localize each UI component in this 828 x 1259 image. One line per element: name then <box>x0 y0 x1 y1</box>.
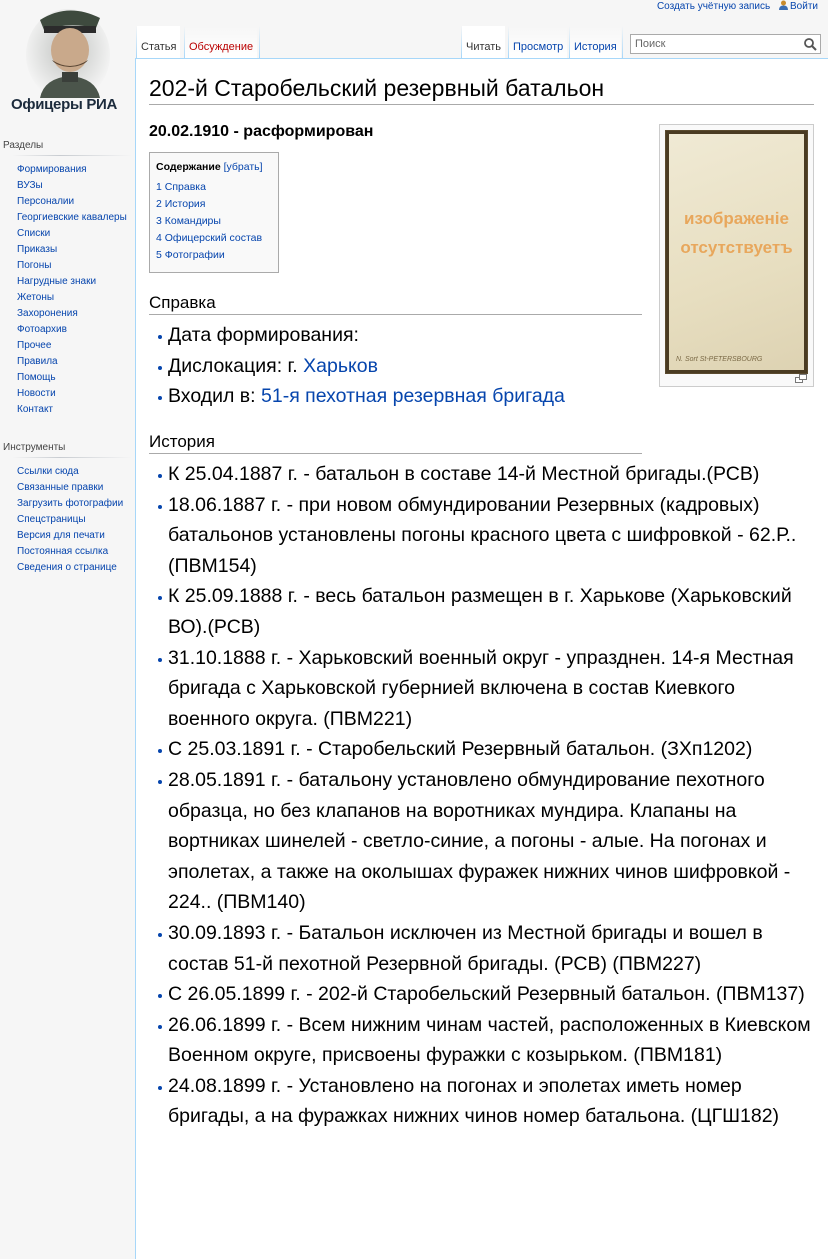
sidebar-item-prikazy[interactable]: Приказы <box>17 244 58 255</box>
sidebar-tools <box>0 442 135 576</box>
search-icon[interactable] <box>803 37 817 51</box>
history-item: 31.10.1888 г. - Харьковский военный округ - упразднен. 14-я Местная бригада с Харьковской губернией включена в состав Киевкого военного округа. (ПВМ221) <box>157 643 817 735</box>
sidebar-item-nagrudnye-znaki[interactable]: Нагрудные знаки <box>17 276 97 287</box>
sidebar-tool-permalink[interactable]: Постоянная ссылка <box>17 546 109 557</box>
section-heading-spravka: Справка <box>149 293 642 315</box>
history-item: С 26.05.1899 г. - 202-й Старобельский Резервный батальон. (ПВМ137) <box>157 979 817 1010</box>
history-item: 26.06.1899 г. - Всем нижним чинам частей, расположенных в Киевском Военном округе, присвоены фуражки с козырьком. (ПВМ181) <box>157 1010 817 1071</box>
sidebar-sections <box>0 140 135 418</box>
history-item: К 25.09.1888 г. - весь батальон размещен в г. Харькове (Харьковский ВО).(РСВ) <box>157 581 817 642</box>
table-of-contents <box>149 152 279 273</box>
toc-item-komandiry[interactable]: 3 Командиры <box>156 215 221 227</box>
sidebar-item-kontakt[interactable]: Контакт <box>17 404 54 415</box>
sidebar-item-pravila[interactable]: Правила <box>17 356 58 367</box>
tab-view-label: Просмотр <box>513 41 564 53</box>
tab-history[interactable] <box>570 26 621 58</box>
missing-image-text-line2: отсутствуетъ <box>680 238 793 257</box>
sidebar-tool-related-changes[interactable]: Связанные правки <box>17 482 104 493</box>
photographer-mark: N. Sort St-PETERSBOURG <box>676 356 763 363</box>
login-link[interactable]: Войти <box>790 1 818 12</box>
toc-header <box>156 161 272 173</box>
sidebar-item-vuzy[interactable]: ВУЗы <box>17 180 43 191</box>
tab-article-label: Статья <box>141 41 177 53</box>
sidebar-tool-whatlinkshere[interactable]: Ссылки сюда <box>17 466 79 477</box>
list-item <box>157 351 817 382</box>
tab-discussion-label: Обсуждение <box>189 41 254 53</box>
toc-item-ofitserskiy-sostav[interactable]: 4 Офицерский состав <box>156 232 263 244</box>
sidebar-item-zakhoroneniya[interactable]: Захоронения <box>17 308 78 319</box>
tab-read-label: Читать <box>466 41 502 53</box>
create-account-link[interactable]: Создать учётную запись <box>656 1 771 12</box>
tab-history-label: История <box>574 41 617 53</box>
officer-portrait-image <box>0 0 135 100</box>
sidebar-tool-print-version[interactable]: Версия для печати <box>17 530 105 541</box>
sidebar-item-prochee[interactable]: Прочее <box>17 340 52 351</box>
login-group[interactable] <box>779 1 818 12</box>
section-heading-istoriya: История <box>149 432 642 454</box>
sidebar-item-fotoarkhiv[interactable]: Фотоархив <box>17 324 67 335</box>
search-input[interactable] <box>630 34 821 54</box>
personal-tools <box>651 0 818 13</box>
tab-discussion[interactable] <box>185 26 257 58</box>
sidebar-item-formirovaniya[interactable]: Формирования <box>17 164 87 175</box>
list-item <box>157 320 817 351</box>
toc-title: Содержание <box>156 161 221 173</box>
tab-read[interactable] <box>462 26 505 58</box>
sidebar-tool-upload-photos[interactable]: Загрузить фотографии <box>17 498 124 509</box>
tab-article[interactable] <box>137 26 180 58</box>
logo-text: Офицеры РИА <box>11 96 118 113</box>
sidebar-item-personalii[interactable]: Персоналии <box>17 196 75 207</box>
list-item <box>157 381 817 412</box>
toc-hide-link[interactable]: [убрать] <box>223 161 263 173</box>
toc-item-istoriya[interactable]: 2 История <box>156 198 206 210</box>
sidebar-item-pogony[interactable]: Погоны <box>17 260 52 271</box>
toc-item-fotografii[interactable]: 5 Фотографии <box>156 249 225 261</box>
dislocation-label: Дислокация: г. <box>168 354 298 377</box>
history-item: 28.05.1891 г. - батальону установлено обмундирование пехотного образца, но без клапанов на воротниках мундира. Клапаны на вортниках шинелей - светло-синие, а погоны - алые. На погонах и эполетах, а также на околышах фуражек нижних чинов шифровкой - 224.. (ПВМ140) <box>157 765 817 918</box>
history-list <box>157 459 817 1132</box>
spravka-list <box>157 320 817 412</box>
page-title: 202-й Старобельский резервный батальон <box>149 72 814 105</box>
tab-view[interactable] <box>509 26 567 58</box>
sidebar-item-zhetony[interactable]: Жетоны <box>17 292 55 303</box>
sidebar-tools-title: Инструменты <box>3 442 66 453</box>
user-icon <box>779 0 788 10</box>
history-item: К 25.04.1887 г. - батальон в составе 14-й Местной бригады.(РСВ) <box>157 459 817 490</box>
sidebar-item-novosti[interactable]: Новости <box>17 388 56 399</box>
included-label: Входил в: <box>168 385 256 408</box>
toc-item-spravka[interactable]: 1 Справка <box>156 181 206 193</box>
history-item: 18.06.1887 г. - при новом обмундировании Резервных (кадровых) батальонов установлены погоны красного цвета с шифровкой - 62.Р.. (ПВМ154) <box>157 490 817 582</box>
history-item: С 25.03.1891 г. - Старобельский Резервный батальон. (ЗХп1202) <box>157 734 817 765</box>
sidebar-sections-title: Разделы <box>3 140 44 151</box>
sidebar-item-georgievskie[interactable]: Георгиевские кавалеры <box>17 212 127 223</box>
formation-date-label: Дата формирования: <box>168 324 359 346</box>
sidebar-item-pomoshch[interactable]: Помощь <box>17 372 56 383</box>
sidebar-tool-page-info[interactable]: Сведения о странице <box>17 562 117 573</box>
sidebar-item-spiski[interactable]: Списки <box>17 228 51 239</box>
sidebar-tool-special-pages[interactable]: Спецстраницы <box>17 514 86 525</box>
site-logo[interactable] <box>0 0 135 120</box>
search-placeholder: Поиск <box>635 38 666 50</box>
page-subtitle: 20.02.1910 - расформирован <box>149 123 374 140</box>
missing-image-text-line1: изображеніе <box>684 209 789 228</box>
history-item: 24.08.1899 г. - Установлено на погонах и эполетах иметь номер бригады, а на фуражках нижних чинов номер батальона. (ЦГШ182) <box>157 1071 817 1132</box>
history-item: 30.09.1893 г. - Батальон исключен из Местной бригады и вошел в состав 51-й пехотной Резервной бригады. (РСВ) (ПВМ227) <box>157 918 817 979</box>
brigade-link[interactable]: 51-я пехотная резервная бригада <box>261 385 565 408</box>
dislocation-link[interactable]: Харьков <box>303 354 378 377</box>
